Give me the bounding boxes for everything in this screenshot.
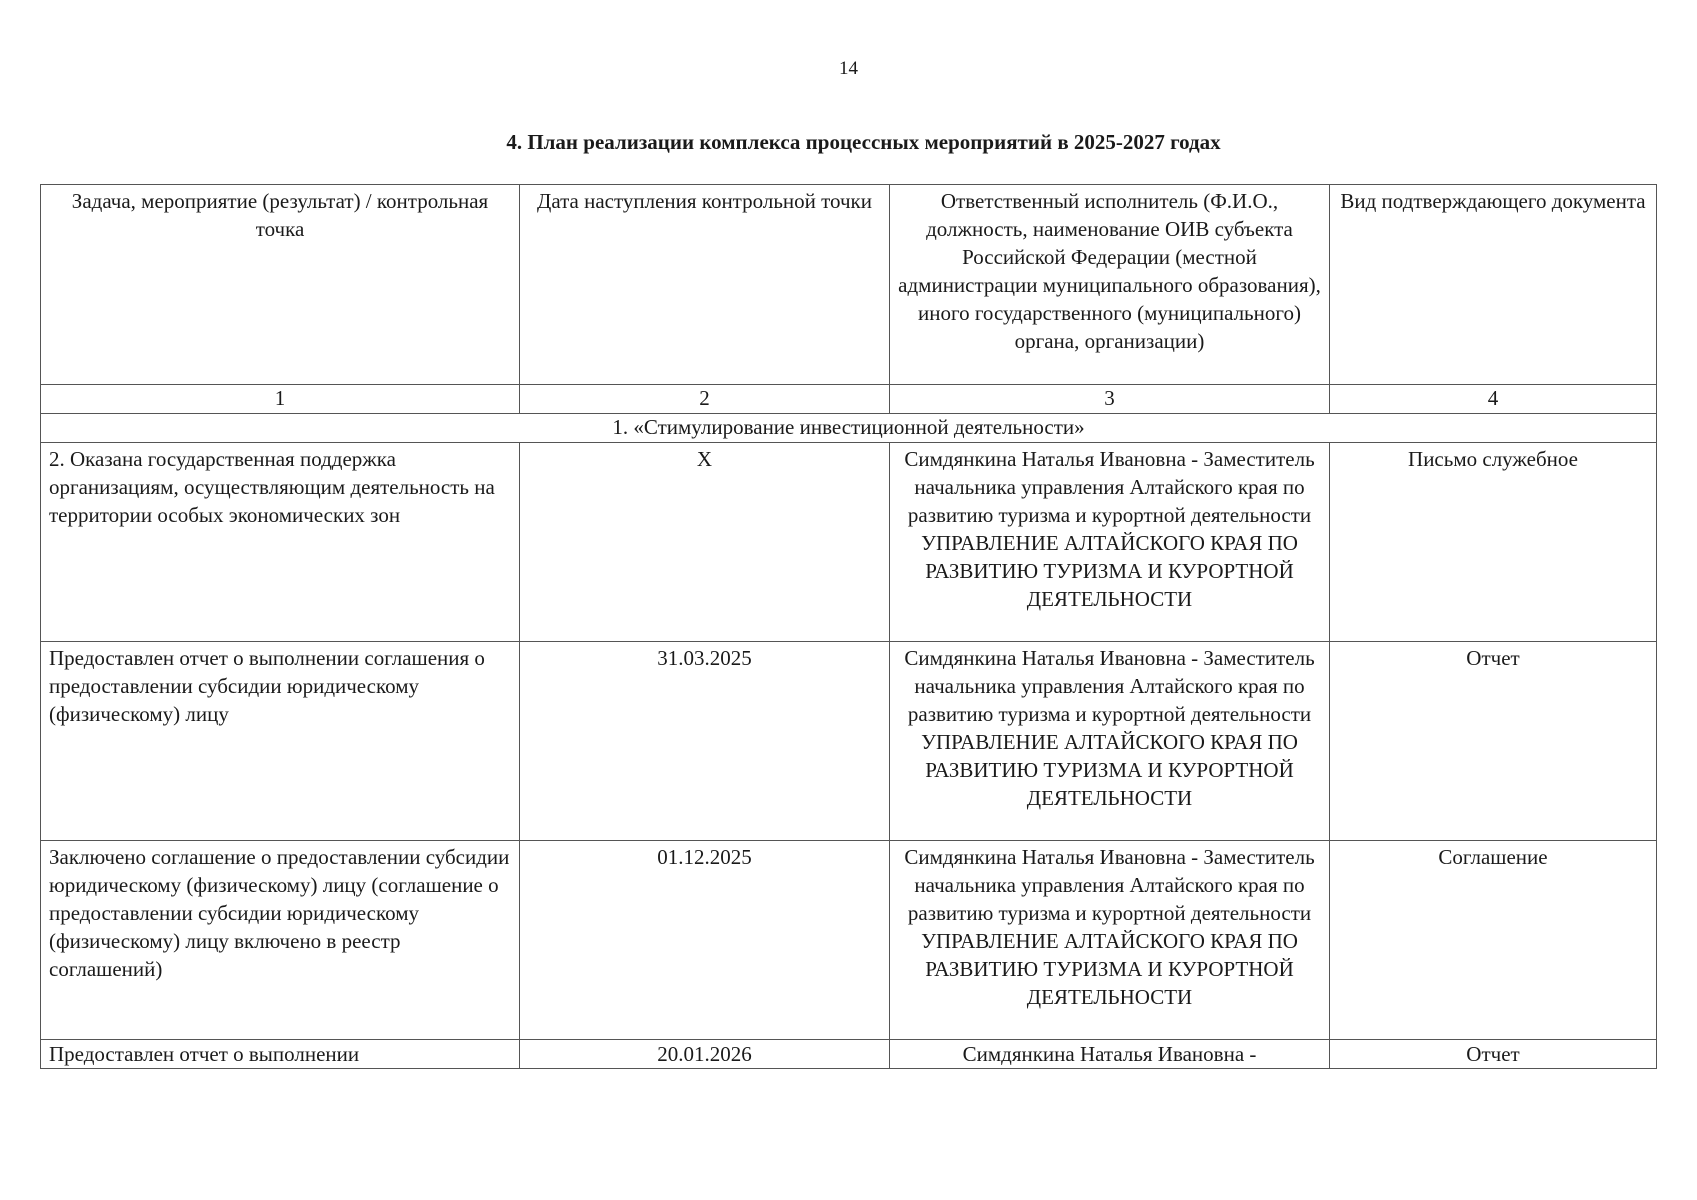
date-cell: 20.01.2026 <box>520 1040 890 1069</box>
executor-organization: УПРАВЛЕНИЕ АЛТАЙСКОГО КРАЯ ПО РАЗВИТИЮ ТУРИЗМА И КУРОРТНОЙ ДЕЯТЕЛЬНОСТИ <box>921 929 1298 1009</box>
task-cell: Предоставлен отчет о выполнении <box>41 1040 520 1069</box>
date-cell: 01.12.2025 <box>520 841 890 1040</box>
page-number: 14 <box>839 58 858 79</box>
table-row <box>41 443 1657 642</box>
executor-name: Симдянкина Наталья Ивановна - Заместитель начальника управления Алтайского края по развитию туризма и курортной деятельности <box>904 845 1315 925</box>
header-document-type: Вид подтверждающего документа <box>1330 185 1657 385</box>
date-cell: X <box>520 443 890 642</box>
task-cell: Заключено соглашение о предоставлении субсидии юридическому (физическому) лицу (соглашение о предоставлении субсидии юридическому (физическому) лицу включено в реестр соглашений) <box>41 841 520 1040</box>
column-number: 3 <box>890 385 1330 414</box>
executor-organization: УПРАВЛЕНИЕ АЛТАЙСКОГО КРАЯ ПО РАЗВИТИЮ ТУРИЗМА И КУРОРТНОЙ ДЕЯТЕЛЬНОСТИ <box>921 531 1298 611</box>
header-date: Дата наступления контрольной точки <box>520 185 890 385</box>
executor-organization: УПРАВЛЕНИЕ АЛТАЙСКОГО КРАЯ ПО РАЗВИТИЮ ТУРИЗМА И КУРОРТНОЙ ДЕЯТЕЛЬНОСТИ <box>921 730 1298 810</box>
document-type-cell: Отчет <box>1330 642 1657 841</box>
table-header-row <box>41 185 1657 385</box>
document-type-cell: Соглашение <box>1330 841 1657 1040</box>
column-number-row <box>41 385 1657 414</box>
executor-name: Симдянкина Наталья Ивановна - Заместитель начальника управления Алтайского края по развитию туризма и курортной деятельности <box>904 646 1315 726</box>
column-number: 1 <box>41 385 520 414</box>
table-row <box>41 841 1657 1040</box>
section-row <box>41 414 1657 443</box>
executor-cell: Симдянкина Наталья Ивановна - <box>890 1040 1330 1069</box>
header-executor: Ответственный исполнитель (Ф.И.О., должность, наименование ОИВ субъекта Российской Федерации (местной администрации муниципального образования), иного государственного (муниципального) органа, организации) <box>890 185 1330 385</box>
document-title: 4. План реализации комплекса процессных мероприятий в 2025-2027 годах <box>506 130 1221 154</box>
column-number: 4 <box>1330 385 1657 414</box>
executor-cell <box>890 642 1330 841</box>
document-type-cell: Письмо служебное <box>1330 443 1657 642</box>
task-cell: 2. Оказана государственная поддержка организациям, осуществляющим деятельность на территории особых экономических зон <box>41 443 520 642</box>
executor-cell <box>890 841 1330 1040</box>
executor-name: Симдянкина Наталья Ивановна - Заместитель начальника управления Алтайского края по развитию туризма и курортной деятельности <box>904 447 1315 527</box>
date-cell: 31.03.2025 <box>520 642 890 841</box>
table-row <box>41 642 1657 841</box>
executor-cell <box>890 443 1330 642</box>
document-type-cell: Отчет <box>1330 1040 1657 1069</box>
column-number: 2 <box>520 385 890 414</box>
implementation-plan-table <box>40 184 1657 1069</box>
header-task: Задача, мероприятие (результат) / контрольная точка <box>41 185 520 385</box>
task-cell: Предоставлен отчет о выполнении соглашения о предоставлении субсидии юридическому (физическому) лицу <box>41 642 520 841</box>
table-row <box>41 1040 1657 1069</box>
section-title: 1. «Стимулирование инвестиционной деятельности» <box>41 414 1657 443</box>
